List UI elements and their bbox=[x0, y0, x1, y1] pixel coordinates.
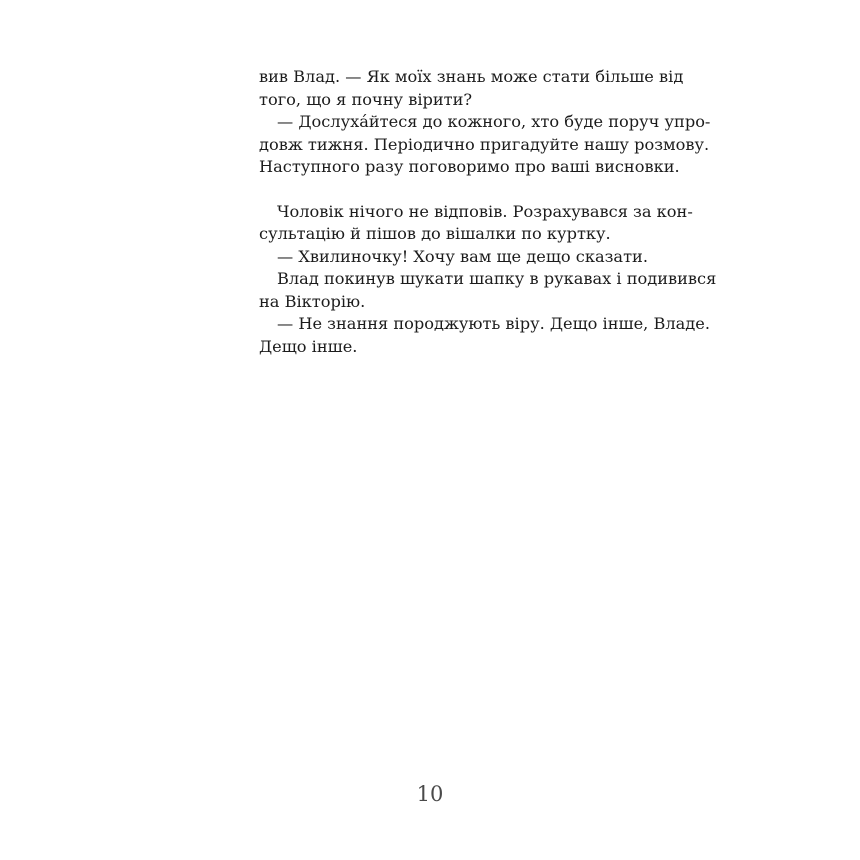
paragraph-6 bbox=[259, 313, 710, 358]
body-text bbox=[259, 66, 717, 358]
text-line: Чоловік нічого не відповів. Розрахувався за кон- bbox=[277, 201, 693, 221]
text-line: сультацію й пішов до вішалки по куртку. bbox=[259, 224, 611, 243]
paragraph-5 bbox=[259, 268, 717, 313]
paragraph-gap bbox=[259, 179, 659, 201]
text-line: довж тижня. Періодично пригадуйте нашу розмову. bbox=[259, 134, 710, 154]
paragraph-1 bbox=[259, 66, 684, 111]
text-line: вив Влад. — Як моїх знань може стати більше від bbox=[259, 67, 684, 86]
paragraph-2 bbox=[259, 111, 711, 179]
paragraph-3 bbox=[259, 201, 693, 246]
page-number: 10 bbox=[416, 782, 444, 806]
text-line: — Хвилиночку! Хочу вам ще дещо сказати. bbox=[277, 246, 648, 266]
text-line: — Не знання породжують віру. Дещо інше, Владе. bbox=[277, 314, 710, 333]
text-line: — Дослуха́йтеся до кожного, хто буде поруч упро- bbox=[277, 112, 711, 131]
text-line: того, що я почну вірити? bbox=[259, 89, 473, 109]
paragraph-4 bbox=[259, 246, 659, 269]
text-line: Наступного разу поговоримо про ваші висновки. bbox=[259, 157, 680, 176]
text-line: Влад покинув шукати шапку в рукавах і подивився bbox=[277, 269, 717, 288]
text-line: на Вікторію. bbox=[259, 291, 366, 311]
text-line: Дещо інше. bbox=[259, 336, 358, 356]
